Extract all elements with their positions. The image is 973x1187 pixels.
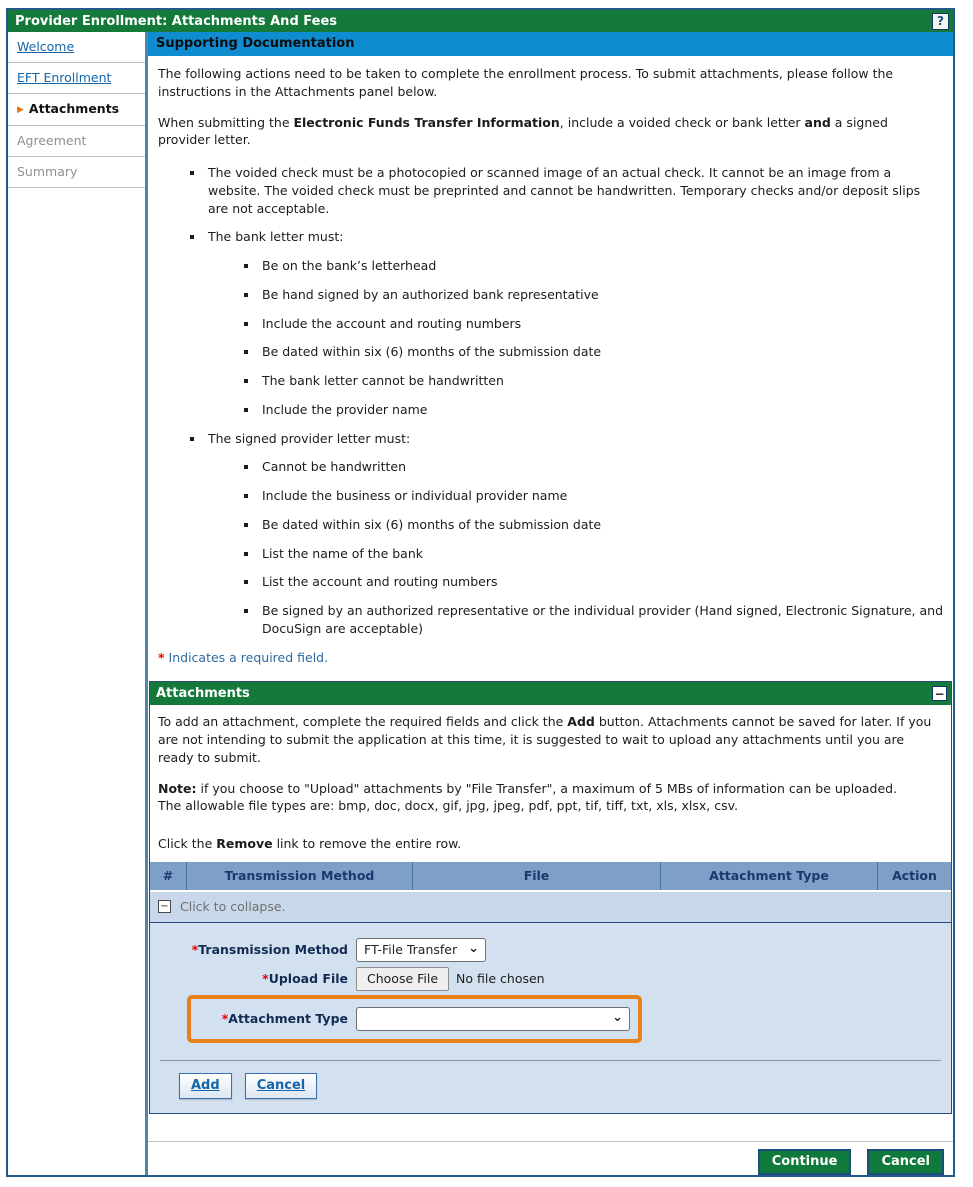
sidebar-item-label[interactable]: Welcome xyxy=(17,39,75,54)
allowable-file-types: The allowable file types are: bmp, doc, docx, gif, jpg, jpeg, pdf, ppt, tif, tiff, txt, xls, xlsx, csv. xyxy=(158,798,739,814)
sidebar-item-agreement xyxy=(8,126,145,157)
column-header-transmission-method: Transmission Method xyxy=(186,862,412,890)
attachment-type-highlight-box xyxy=(187,995,642,1043)
requirements-list xyxy=(158,164,943,638)
column-header-file: File xyxy=(412,862,660,890)
upload-file-label: *Upload File xyxy=(262,971,348,987)
page-title: Provider Enrollment: Attachments And Fees xyxy=(15,13,337,29)
provider-letter-list xyxy=(208,458,943,637)
list-item: ▪ List the name of the bank xyxy=(259,545,943,563)
sidebar-item-welcome[interactable] xyxy=(8,32,145,63)
required-field-note: * Indicates a required field. xyxy=(158,649,329,665)
list-item: ▪ The bank letter must: ▪ Be on the bank’s letterhead ▪ Be hand signed by an authorized bank representative ▪ Include the account and routing numbers ▪ Be dated within six (6) months of the submission date ▪ The bank letter cannot be handwritten ▪ Include the provider name xyxy=(205,228,943,418)
list-item: ▪ Cannot be handwritten xyxy=(259,458,943,476)
window-titlebar xyxy=(8,10,953,32)
sidebar-item-label[interactable]: EFT Enrollment xyxy=(17,70,112,85)
form-divider xyxy=(160,1060,941,1061)
attachments-panel xyxy=(149,681,952,1114)
attachment-type-row xyxy=(150,995,951,1043)
list-item: ▪ The voided check must be a photocopied or scanned image of an actual check. It cannot be an image from a website. The voided check must be preprinted and cannot be handwritten. Temporary checks and/or deposit slips are not acceptable. xyxy=(205,164,943,217)
section-title: Supporting Documentation xyxy=(156,36,355,51)
supporting-documentation-header xyxy=(148,32,953,56)
file-chosen-status: No file chosen xyxy=(456,971,545,987)
continue-button[interactable]: Continue xyxy=(758,1149,852,1175)
eft-paragraph: When submitting the Electronic Funds Transfer Information, include a voided check or bank letter and a signed provider letter. xyxy=(158,114,888,148)
page-cancel-button[interactable]: Cancel xyxy=(867,1149,944,1175)
upload-file-row xyxy=(150,967,951,991)
form-cancel-button[interactable]: Cancel xyxy=(245,1073,318,1099)
footer-actions xyxy=(148,1141,953,1175)
intro-paragraph: The following actions need to be taken to complete the enrollment process. To submit attachments, please follow the instructions in the Attachments panel below. xyxy=(158,66,894,99)
list-item: ▪ Include the account and routing numbers xyxy=(259,315,943,333)
chevron-down-icon: ⌄ xyxy=(612,1010,623,1026)
list-item: ▪ Be dated within six (6) months of the submission date xyxy=(259,343,943,361)
collapse-row-toggle[interactable] xyxy=(150,892,951,923)
panel-collapse-button[interactable] xyxy=(932,686,947,701)
collapse-row-label[interactable]: Click to collapse. xyxy=(180,898,286,914)
bank-letter-list xyxy=(208,257,943,419)
sidebar-item-summary xyxy=(8,157,145,188)
sidebar-item-label: Summary xyxy=(17,164,78,179)
footer-spacer xyxy=(148,1114,953,1141)
attachments-intro: To add an attachment, complete the required fields and click the Add button. Attachments cannot be saved for later. If you are not intending to submit the application at this time, it is suggested to wait to upload any attachments until you are ready to submit. xyxy=(158,714,932,765)
collapse-minus-icon[interactable]: − xyxy=(158,900,171,913)
list-item: ▪ Be signed by an authorized representative or the individual provider (Hand signed, Electronic Signature, and DocuSign are acceptable) xyxy=(259,602,943,638)
list-item: ▪ Include the provider name xyxy=(259,401,943,419)
list-item: ▪ Be dated within six (6) months of the submission date xyxy=(259,516,943,534)
attachments-panel-header xyxy=(150,682,951,705)
sidebar-item-label: Agreement xyxy=(17,133,87,148)
transmission-method-value: FT-File Transfer xyxy=(364,941,458,957)
question-icon: ? xyxy=(937,14,944,28)
attachment-type-select[interactable] xyxy=(356,1007,630,1031)
transmission-method-select[interactable] xyxy=(356,938,486,962)
minus-icon: − xyxy=(934,686,945,701)
supporting-documentation-body xyxy=(148,56,953,670)
transmission-method-row xyxy=(150,938,951,962)
attachment-form xyxy=(150,923,951,1113)
list-item: ▪ The signed provider letter must: ▪ Cannot be handwritten ▪ Include the business or individual provider name ▪ Be dated within six (6) months of the submission date ▪ List the name of the bank ▪ List the account and routing numbers ▪ Be signed by an authorized representative or the individual provider (Hand signed, Electronic Signature, and DocuSign are acceptable) xyxy=(205,430,943,638)
attachments-panel-title: Attachments xyxy=(156,686,250,702)
main-content xyxy=(148,32,953,1175)
required-asterisk: * xyxy=(221,1011,229,1027)
attachments-instructions xyxy=(150,705,951,862)
provider-enrollment-window xyxy=(6,8,955,1177)
choose-file-button[interactable]: Choose File xyxy=(356,967,449,991)
list-item: ▪ List the account and routing numbers xyxy=(259,573,943,591)
help-button[interactable] xyxy=(932,13,949,30)
attachments-note: Note: if you choose to "Upload" attachments by "File Transfer", a maximum of 5 MBs of information can be uploaded. xyxy=(158,780,898,796)
sidebar-item-eft-enrollment[interactable] xyxy=(8,63,145,94)
required-asterisk: * xyxy=(191,942,199,958)
list-item: ▪ Be hand signed by an authorized bank representative xyxy=(259,286,943,304)
remove-instruction: Click the Remove link to remove the entire row. xyxy=(158,836,462,851)
transmission-method-label: *Transmission Method xyxy=(191,942,348,958)
list-item: ▪ Be on the bank’s letterhead xyxy=(259,257,943,275)
add-button[interactable]: Add xyxy=(179,1073,232,1099)
active-step-arrow-icon: ▶ xyxy=(17,105,24,115)
attachment-type-label: *Attachment Type xyxy=(221,1011,348,1027)
column-header-number: # xyxy=(162,867,174,883)
required-asterisk: * xyxy=(158,649,165,665)
wizard-sidebar xyxy=(8,32,148,1175)
attachments-table-header xyxy=(150,862,951,892)
chevron-down-icon: ⌄ xyxy=(468,941,479,957)
list-item: ▪ The bank letter cannot be handwritten xyxy=(259,372,943,390)
required-asterisk: * xyxy=(262,971,269,987)
column-header-action: Action xyxy=(877,862,951,890)
list-item: ▪ Include the business or individual provider name xyxy=(259,487,943,505)
sidebar-item-label: Attachments xyxy=(28,101,120,116)
sidebar-item-attachments[interactable] xyxy=(8,94,145,126)
column-header-attachment-type: Attachment Type xyxy=(660,862,877,890)
form-actions xyxy=(179,1073,951,1099)
